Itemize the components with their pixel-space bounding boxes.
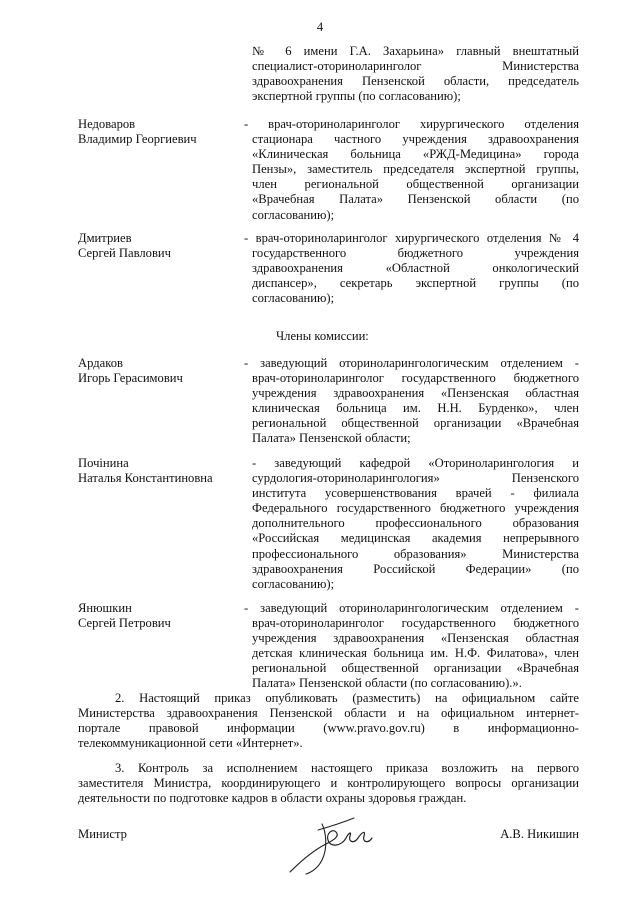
text-line: - врач-оториноларинголог хирургического отделения № 4 bbox=[244, 231, 579, 245]
text-line: «Врачебная Палата» Пензенской области (по bbox=[252, 192, 579, 207]
text-line: дополнительного профессионального образования bbox=[252, 516, 579, 531]
person-name: Почінина Наталья Константиновна bbox=[78, 456, 213, 486]
text-line: региональной общественной организации «Врачебная bbox=[252, 416, 579, 431]
text-line: согласованию); bbox=[252, 207, 335, 222]
signatory-name: А.В. Никишин bbox=[500, 827, 579, 841]
text-line: - заведующий кафедрой «Оториноларингология и bbox=[252, 456, 579, 470]
paragraph-2 bbox=[78, 691, 579, 751]
members-heading: Члены комиссии: bbox=[276, 329, 369, 343]
paragraph-3 bbox=[78, 761, 579, 806]
text-line: клиническая больница им. Н.Н. Бурденко», член bbox=[252, 401, 579, 416]
person-description bbox=[244, 231, 579, 306]
person-name: Недоваров Владимир Георгиевич bbox=[78, 117, 197, 147]
text-line: детская клиническая больница им. Н.Ф. Филатова», член bbox=[252, 646, 579, 661]
person-name: Янюшкин Сергей Петрович bbox=[78, 601, 171, 631]
text-line: Федерального государственного бюджетного учреждения bbox=[252, 501, 579, 516]
text-line: стационара частного учреждения здравоохранения bbox=[252, 132, 579, 147]
text-line: согласованию); bbox=[252, 576, 335, 591]
text-line: - врач-оториноларинголог хирургического отделения bbox=[244, 117, 579, 131]
person-description bbox=[244, 117, 579, 223]
text-line: «Российская медицинская академия непрерывного bbox=[252, 531, 579, 546]
handwritten-signature bbox=[282, 810, 382, 882]
text-line: согласованию); bbox=[252, 291, 335, 306]
text-line: - заведующий оториноларингологическим отделением - bbox=[244, 601, 579, 615]
text-line: учреждения здравоохранения «Пензенская областная bbox=[252, 386, 579, 401]
text-line: Палата» Пензенской области (по согласованию).». bbox=[252, 676, 522, 691]
text-line: Палата» Пензенской области; bbox=[252, 431, 411, 446]
person-name: Дмитриев Сергей Павлович bbox=[78, 231, 171, 261]
text-line: член региональной общественной организации bbox=[252, 177, 579, 192]
text-line: телекоммуникационной сети «Интернет». bbox=[78, 736, 303, 751]
person-description bbox=[244, 456, 579, 592]
text-line: врач-оториноларинголог государственного бюджетного bbox=[252, 371, 579, 386]
text-line: заместителя Министра, координирующего и контролирующего вопросы организации bbox=[78, 776, 579, 791]
text-line: - заведующий оториноларингологическим отделением - bbox=[244, 356, 579, 370]
text-line: 2. Настоящий приказ опубликовать (разместить) на официальном сайте bbox=[115, 691, 579, 705]
continuation-text bbox=[252, 44, 579, 104]
text-line: диспансер», секретарь экспертной группы (по bbox=[252, 276, 579, 291]
text-line: специалист-оториноларинголог Министерства bbox=[252, 59, 579, 74]
text-line: сурдология-оториноларингология» Пензенского bbox=[252, 471, 579, 486]
text-line: здравоохранения Российской Федерации» (по bbox=[252, 561, 579, 576]
signatory-title: Министр bbox=[78, 827, 127, 841]
text-line: экспертной группы (по согласованию); bbox=[252, 89, 461, 104]
text-line: здравоохранения «Областной онкологический bbox=[252, 261, 579, 276]
text-line: региональной общественной организации «Врачебная bbox=[252, 661, 579, 676]
text-line: государственного бюджетного учреждения bbox=[252, 246, 579, 261]
page-number: 4 bbox=[316, 20, 324, 34]
text-line: учреждения здравоохранения «Пензенская областная bbox=[252, 631, 579, 646]
text-line: 3. Контроль за исполнением настоящего приказа возложить на первого bbox=[115, 761, 579, 775]
text-line: деятельности по подготовке кадров в области охраны здоровья граждан. bbox=[78, 791, 467, 806]
text-line: «Клиническая больница «РЖД-Медицина» города bbox=[252, 147, 579, 162]
text-line: врач-оториноларинголог государственного бюджетного bbox=[252, 616, 579, 631]
person-name: Ардаков Игорь Герасимович bbox=[78, 356, 183, 386]
text-line: профессионального образования» Министерства bbox=[252, 546, 579, 561]
text-line: портале правовой информации (www.pravo.gov.ru) в информационно- bbox=[78, 721, 579, 736]
text-line: № 6 имени Г.А. Захарьина» главный внештатный bbox=[252, 44, 579, 58]
person-description bbox=[244, 601, 579, 692]
text-line: института усовершенствования врачей - филиала bbox=[252, 486, 579, 501]
text-line: Министерства здравоохранения Пензенской области и на официальном интернет- bbox=[78, 706, 579, 721]
text-line: Пензы», заместитель председателя экспертной группы, bbox=[252, 162, 579, 177]
text-line: здравоохранения Пензенской области, председатель bbox=[252, 74, 579, 89]
person-description bbox=[244, 356, 579, 447]
